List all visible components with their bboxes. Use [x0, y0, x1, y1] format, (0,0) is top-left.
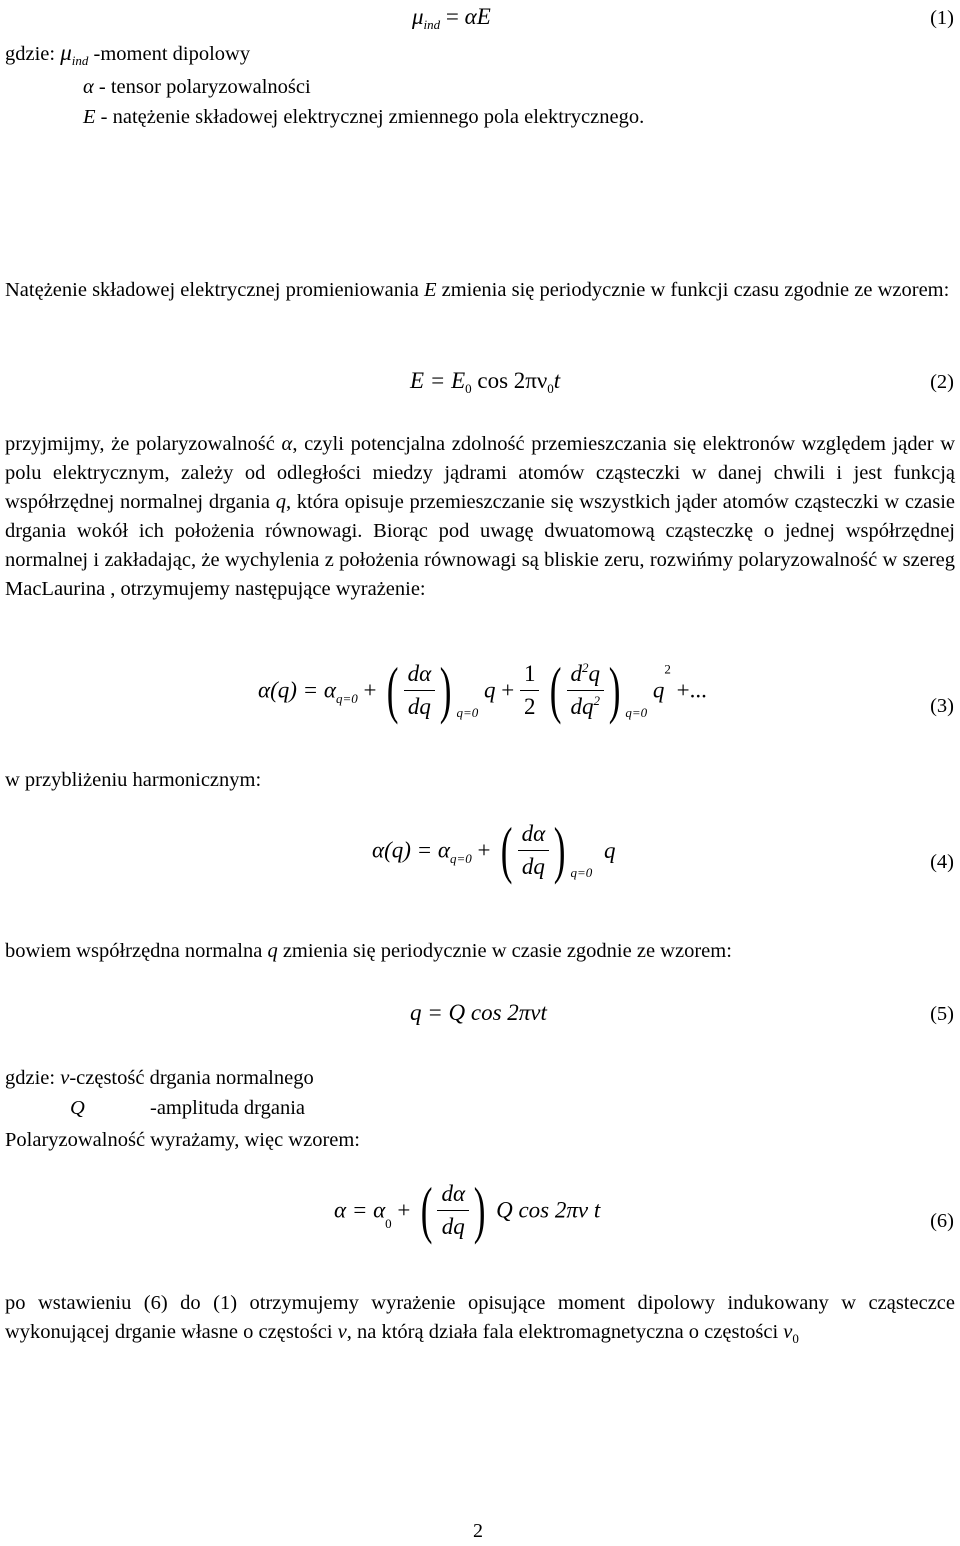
definition-e [83, 103, 644, 132]
e-symbol: E [476, 4, 491, 29]
paragraph-1 [5, 276, 955, 305]
eval-subscript: q=0 [456, 705, 479, 721]
equation-number-6: (6) [930, 1210, 954, 1232]
equation-number-1: (1) [930, 7, 954, 29]
dq-symbol: dq [570, 693, 594, 719]
subscript-zero: 0 [547, 381, 554, 396]
plus-sign: + [501, 677, 515, 703]
equation-4 [372, 815, 615, 885]
t-symbol: t [553, 368, 561, 393]
e-description: - natężenie składowej elektrycznej zmiennego pola elektrycznego. [100, 106, 645, 128]
equation-number-2: (2) [930, 371, 954, 393]
paragraph-4-text-b: , na którą działa fala elektromagnetyczna o częstości [346, 1321, 779, 1343]
paragraph-1-text-a: Natężenie składowej elektrycznej promieniowania [5, 279, 419, 301]
left-paren: ( [501, 814, 513, 885]
paragraph-3-text-b: zmienia się periodycznie w czasie zgodnie ze wzorem: [282, 940, 732, 962]
eval-subscript: q=0 [625, 705, 648, 721]
superscript-two: 2 [593, 692, 601, 708]
equation-3 [258, 655, 707, 725]
d-symbol: d [570, 660, 583, 686]
mu-symbol: μ [60, 40, 72, 65]
q-description: -amplituda drgania [150, 1097, 306, 1119]
alpha-description: - tensor polaryzowalności [98, 76, 311, 98]
left-paren: ( [550, 654, 562, 725]
definition-mu [5, 38, 250, 69]
superscript-two: 2 [582, 659, 589, 675]
paragraph-3 [5, 937, 732, 966]
fraction-d-alpha-dq [404, 658, 436, 723]
right-paren: ) [608, 654, 621, 725]
equation-1 [412, 2, 491, 31]
superscript-two: 2 [664, 661, 671, 677]
where-label: gdzie: [5, 1067, 56, 1089]
mu-subscript: ind [423, 17, 441, 32]
page-number: 2 [473, 1520, 483, 1542]
alpha-symbol: α [83, 76, 94, 98]
subscript-zero: 0 [385, 1216, 392, 1232]
fraction-numerator: dα [518, 818, 550, 851]
q-symbol: q [275, 491, 286, 513]
subscript-zero: 0 [792, 1331, 799, 1346]
mu-symbol: μ [412, 4, 424, 29]
plus-sign: + [363, 677, 377, 703]
eval-subscript: q=0 [335, 691, 358, 707]
q-symbol: q [483, 677, 496, 703]
equation-6 [334, 1175, 600, 1245]
equals-sign: = [445, 4, 459, 29]
right-paren: ) [473, 1174, 486, 1245]
mu-description: -moment dipolowy [93, 43, 251, 65]
definition-q [70, 1094, 305, 1123]
q-symbol: q [603, 837, 616, 863]
paragraph-4 [5, 1289, 955, 1347]
where-label: gdzie: [5, 43, 56, 65]
right-paren: ) [439, 654, 452, 725]
paragraph-4-text-a: po wstawieniu (6) do (1) otrzymujemy wyrażenie opisujące moment dipolowy indukowany w cząsteczce wykonującej drganie własne o częstości [5, 1292, 955, 1343]
fraction-denominator: 2 [523, 693, 536, 719]
fraction-half [520, 658, 540, 723]
right-paren: ) [553, 814, 566, 885]
eval-subscript: q=0 [449, 851, 472, 867]
fraction-second-derivative [567, 658, 605, 723]
equation-2 [410, 366, 560, 395]
equation-number-5: (5) [930, 1003, 954, 1025]
fraction-denominator: dq [521, 853, 545, 879]
paragraph-3-text-a: bowiem współrzędna normalna [5, 940, 263, 962]
q-symbol: q [267, 940, 278, 962]
paragraph-2-text-a: przyjmijmy, że polaryzowalność [5, 433, 275, 455]
paragraph-1-text-b: zmienia się periodycznie w funkcji czasu zgodnie ze wzorem: [441, 279, 950, 301]
fraction-numerator: 1 [520, 658, 540, 691]
q-symbol: q [588, 660, 601, 686]
fraction-d-alpha-dq [437, 1178, 469, 1243]
e-symbol: E [83, 106, 96, 128]
equation-3-lhs: α(q) = α [258, 677, 336, 703]
equation-6-lhs: α = α [334, 1197, 386, 1223]
fraction-denominator: dq [407, 693, 431, 719]
e-symbol: E [423, 279, 437, 301]
nu-symbol: ν [60, 1067, 70, 1089]
left-paren: ( [420, 1174, 433, 1245]
eval-subscript: q=0 [570, 865, 593, 881]
equation-6-rest: Q cos 2πν t [496, 1197, 601, 1223]
nu-symbol: ν [337, 1321, 347, 1343]
fraction-numerator: dα [437, 1178, 469, 1211]
equation-number-3: (3) [930, 695, 954, 717]
fraction-numerator: dα [404, 658, 436, 691]
plus-sign: + [397, 1197, 411, 1223]
series-tail: +... [676, 677, 707, 703]
paragraph-2-text-c: , która opisuje przemieszczanie się wszystkich jąder atomów cząsteczki w czasie drgania wokół ich położenia równowagi. Biorąc pod uwagę dwuatomową cząsteczkę o jednej współrzędnej normalnej i zakładając, że wychylenia z położenia równowagi są bliskie zeru, rozwińmy polaryzowalność w szereg MacLaurina , otrzymujemy następujące wyrażenie: [5, 491, 956, 600]
fraction-denominator: dq [441, 1213, 465, 1239]
fraction-d-alpha-dq [518, 818, 550, 883]
equation-4-lhs: α(q) = α [372, 837, 450, 863]
plus-sign: + [477, 837, 491, 863]
alpha-symbol: α [281, 433, 293, 455]
paragraph-2-text-b: , czyli potencjalna zdolność przemieszczania się elektronów względem jąder w polu elektrycznym, zależy od odległości miedzy jądrami atomów cząsteczki w danej chwili i jest funkcją współrzędnej normalnej drgania [5, 433, 956, 513]
equation-number-4: (4) [930, 851, 954, 873]
mu-subscript: ind [71, 53, 89, 68]
paragraph-2 [5, 430, 955, 604]
subscript-zero: 0 [465, 381, 472, 396]
cos-term: cos 2πν [471, 368, 548, 393]
equation-5: q = Q cos 2πνt [410, 1000, 547, 1025]
harmonic-label: w przybliżeniu harmonicznym: [5, 769, 262, 791]
definition-alpha [83, 73, 311, 102]
alpha-symbol: α [464, 4, 477, 29]
q-symbol: q [652, 677, 665, 703]
q-amplitude-symbol: Q [70, 1097, 85, 1119]
definition-nu [5, 1064, 314, 1093]
left-paren: ( [387, 654, 399, 725]
polarizability-intro: Polaryzowalność wyrażamy, więc wzorem: [5, 1129, 361, 1151]
nu-description: -częstość drgania normalnego [69, 1067, 314, 1089]
nu-symbol: ν [783, 1321, 793, 1343]
equation-2-lhs: E = E [410, 368, 466, 393]
